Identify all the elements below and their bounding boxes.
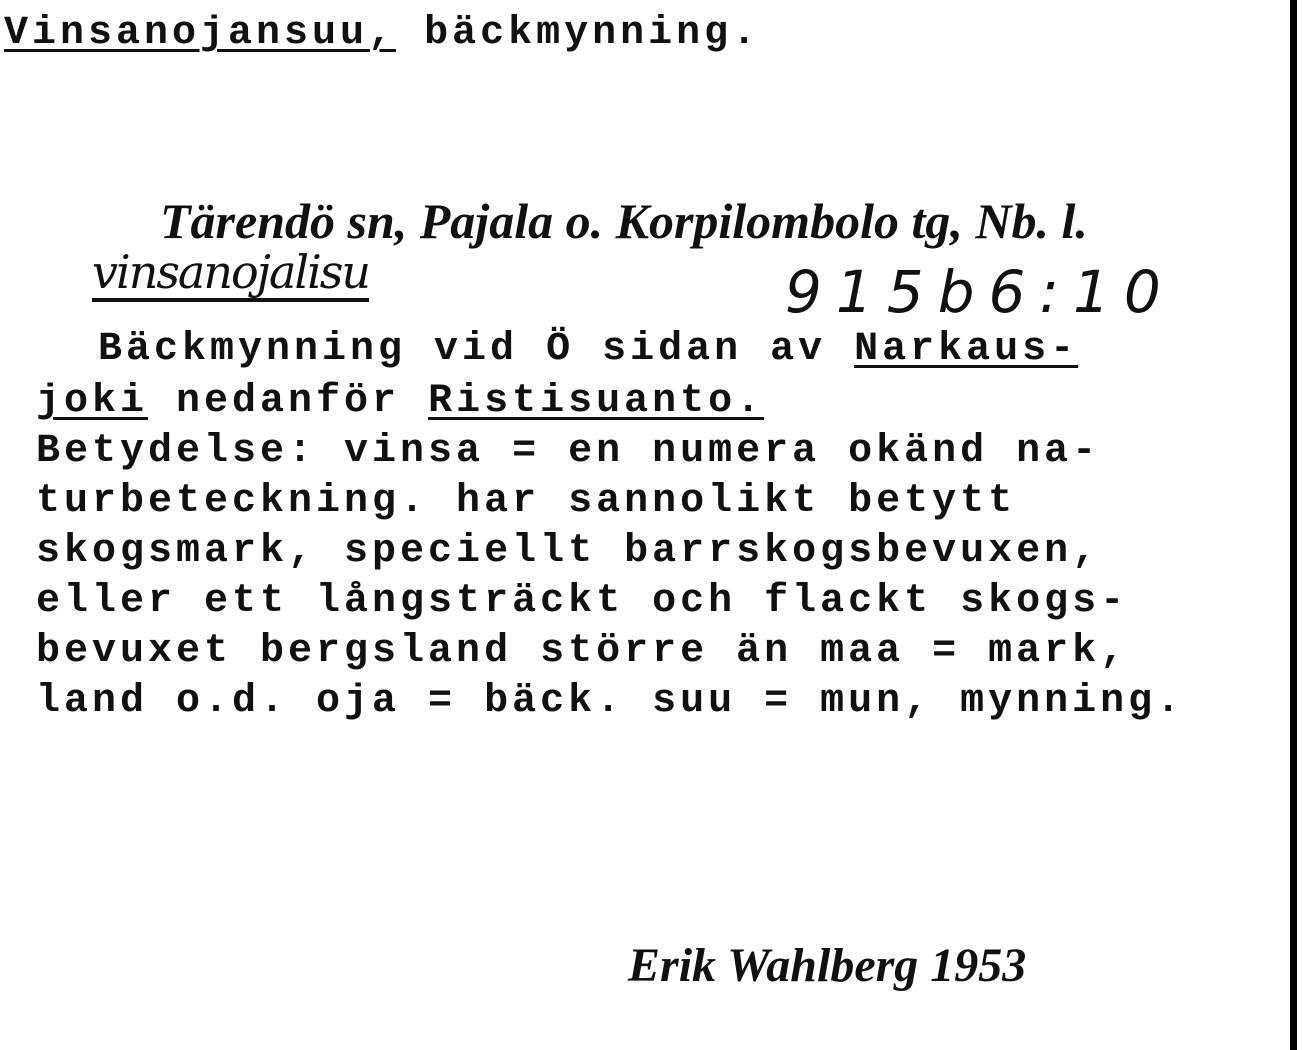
parish-location-stamp: Tärendö sn, Pajala o. Korpilombolo tg, Nb. l. — [160, 193, 1088, 249]
river-name-part-1: Narkaus- — [854, 327, 1079, 372]
body-line-7: bevuxet bergsland större än maa = mark, — [36, 629, 1129, 674]
body-line-3: Betydelse: vinsa = en numera okänd na- — [36, 429, 1101, 474]
card-edge-border — [1290, 0, 1297, 1050]
body-line-1-text: Bäckmynning vid Ö sidan av — [98, 327, 855, 372]
place-name-ristisuanto: Ristisuanto. — [428, 379, 765, 424]
body-line-4: turbeteckning. har sannolikt betytt — [36, 479, 1017, 524]
signature-stamp: Erik Wahlberg 1953 — [628, 939, 1027, 992]
river-name-part-2: joki — [36, 379, 149, 424]
handwritten-map-reference: 915b6:10 — [785, 258, 1175, 326]
body-line-5: skogsmark, speciellt barrskogsbevuxen, — [36, 529, 1101, 574]
entry-type: bäckmynning. — [424, 11, 761, 56]
entry-name: Vinsanojansuu, — [4, 11, 397, 56]
body-line-2 — [36, 379, 765, 424]
handwritten-name: vinsanojalisu — [92, 245, 370, 299]
body-line-2-text: nedanför — [148, 379, 429, 424]
card-header — [4, 11, 761, 56]
body-line-8: land o.d. oja = bäck. suu = mun, mynning. — [36, 679, 1185, 724]
body-line-6: eller ett långsträckt och flackt skogs- — [36, 579, 1129, 624]
body-line-1 — [98, 327, 1079, 372]
